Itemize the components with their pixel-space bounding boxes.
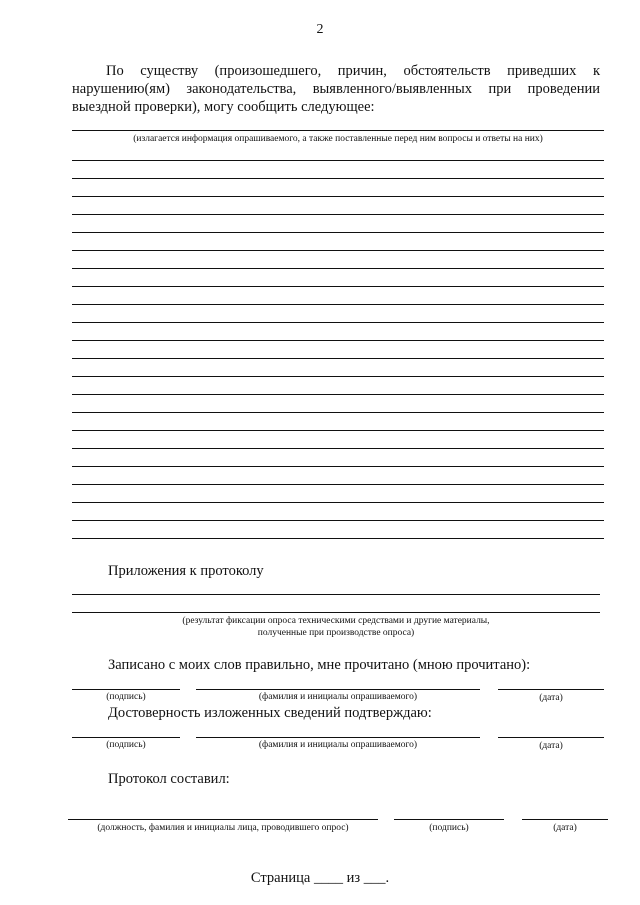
answer-line bbox=[72, 340, 604, 341]
answer-line bbox=[72, 502, 604, 503]
answer-line bbox=[72, 286, 604, 287]
answer-line bbox=[72, 484, 604, 485]
date-caption: (дата) bbox=[539, 741, 563, 751]
attachments-line bbox=[72, 594, 600, 595]
answer-line bbox=[72, 130, 604, 131]
date-caption: (дата) bbox=[539, 693, 563, 703]
answer-line bbox=[72, 304, 604, 305]
footer-page-word: Страница bbox=[250, 870, 311, 886]
answer-line bbox=[72, 232, 604, 233]
intro-paragraph: По существу (произошедшего, причин, обстоятельств приведших к нарушению(ям) законодательства, выявленного/выявленных при проведении выездной проверки), могу сообщить следующее: bbox=[72, 63, 600, 115]
info-caption: (излагается информация опрашиваемого, а также поставленные перед ним вопросы и ответы на них) bbox=[133, 134, 543, 144]
date-caption: (дата) bbox=[553, 823, 577, 833]
signature-line bbox=[72, 737, 180, 738]
signature-caption: (подпись) bbox=[429, 823, 469, 833]
answer-line bbox=[72, 268, 604, 269]
footer-total-blank: ___ bbox=[363, 870, 386, 886]
confirm1-text: Записано с моих слов правильно, мне прочитано (мною прочитано): bbox=[108, 657, 531, 673]
position-caption: (должность, фамилия и инициалы лица, проводившего опрос) bbox=[97, 823, 349, 833]
attachments-caption-line2: полученные при производстве опроса) bbox=[257, 628, 415, 638]
answer-line bbox=[72, 394, 604, 395]
answer-line bbox=[72, 430, 604, 431]
answer-line bbox=[72, 214, 604, 215]
signature-line bbox=[394, 819, 504, 820]
name-line bbox=[196, 689, 480, 690]
answer-line bbox=[72, 412, 604, 413]
attachments-title: Приложения к протоколу bbox=[108, 563, 264, 579]
signature-caption: (подпись) bbox=[106, 692, 146, 702]
page-number: 2 bbox=[316, 22, 324, 37]
date-line bbox=[498, 737, 604, 738]
name-caption: (фамилия и инициалы опрашиваемого) bbox=[258, 740, 418, 750]
footer-of-word: из bbox=[346, 870, 361, 886]
answer-line bbox=[72, 196, 604, 197]
attachments-line bbox=[72, 612, 600, 613]
answer-line bbox=[72, 520, 604, 521]
answer-line bbox=[72, 466, 604, 467]
attachments-caption-line1: (результат фиксации опроса техническими средствами и другие материалы, bbox=[182, 616, 490, 626]
name-caption: (фамилия и инициалы опрашиваемого) bbox=[258, 692, 418, 702]
footer-end: . bbox=[385, 870, 390, 886]
date-line bbox=[522, 819, 608, 820]
answer-line bbox=[72, 376, 604, 377]
answer-line bbox=[72, 178, 604, 179]
footer-page-blank: ____ bbox=[313, 870, 343, 886]
answer-line bbox=[72, 160, 604, 161]
name-line bbox=[196, 737, 480, 738]
answer-line bbox=[72, 358, 604, 359]
signature-line bbox=[72, 689, 180, 690]
date-line bbox=[498, 689, 604, 690]
answer-line bbox=[72, 250, 604, 251]
confirm2-text: Достоверность изложенных сведений подтверждаю: bbox=[108, 705, 432, 721]
answer-line bbox=[72, 322, 604, 323]
signature-caption: (подпись) bbox=[106, 740, 146, 750]
page-footer bbox=[0, 870, 640, 887]
compiler-text: Протокол составил: bbox=[108, 771, 230, 787]
attachments-caption bbox=[72, 615, 600, 639]
answer-line bbox=[72, 448, 604, 449]
position-line bbox=[68, 819, 378, 820]
answer-line bbox=[72, 538, 604, 539]
